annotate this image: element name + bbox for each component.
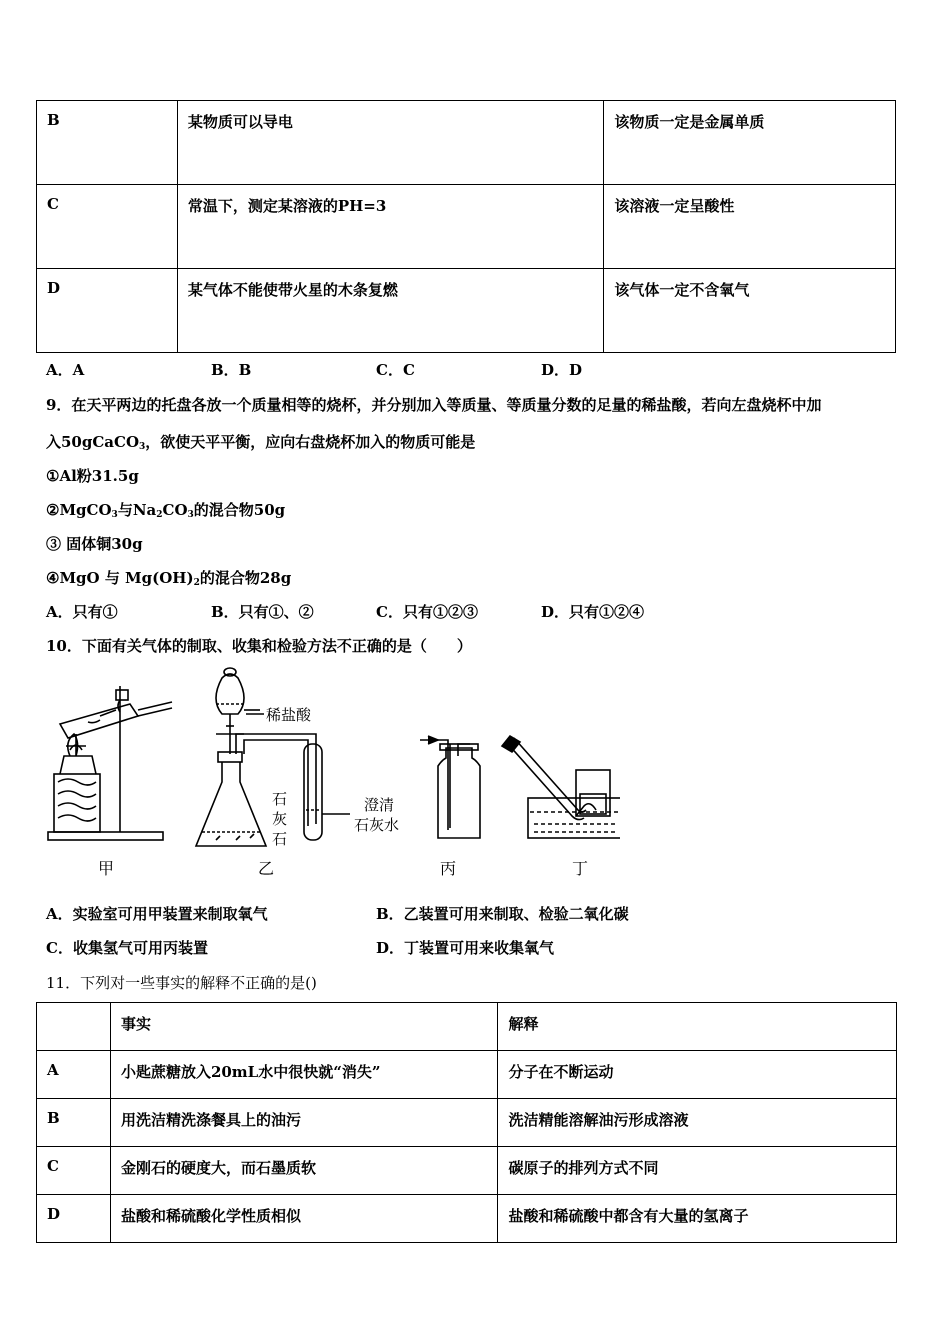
- q10-option-a[interactable]: A．实验室可用甲装置来制取氧气: [46, 905, 268, 923]
- q10-option-c[interactable]: C．收集氢气可用丙装置: [46, 939, 208, 957]
- table-row: [37, 1051, 897, 1099]
- row-explanation: 洗洁精能溶解油污形成溶液: [498, 1099, 897, 1147]
- q9-item-1: ①Al粉31.5g: [46, 467, 139, 485]
- q9-option-a[interactable]: A．只有①: [46, 603, 118, 621]
- q9-item-3: ③ 固体铜30g: [46, 535, 143, 553]
- q11-table: [36, 1002, 897, 1243]
- row-label: C: [37, 1147, 111, 1195]
- label-acid: 稀盐酸: [266, 706, 312, 724]
- q9-option-d[interactable]: D．只有①②④: [541, 603, 645, 621]
- header-fact: 事实: [110, 1003, 498, 1051]
- table-row: [37, 185, 896, 269]
- row-fact: 盐酸和稀硫酸化学性质相似: [110, 1195, 498, 1243]
- q8-option-a[interactable]: A．A: [46, 361, 85, 379]
- label-yi: 乙: [258, 859, 275, 878]
- row-fact: 常温下，测定某溶液的PH=3: [177, 185, 604, 269]
- q8-table: [36, 100, 896, 353]
- q8-option-b[interactable]: B．B: [211, 361, 252, 379]
- q9-stem-line1: 9．在天平两边的托盘各放一个质量相等的烧杯，并分别加入等质量、等质量分数的足量的稀盐酸，若向左盘烧杯中加: [46, 396, 822, 414]
- row-label: A: [37, 1051, 111, 1099]
- table-row: [37, 269, 896, 353]
- table-row: [37, 1147, 897, 1195]
- q9-option-b[interactable]: B．只有①、②: [211, 603, 314, 621]
- row-label: C: [37, 185, 178, 269]
- q9-item-2: ②MgCO$_3$与$Na_2CO_3$的混合物50g: [46, 501, 286, 520]
- q8-option-d[interactable]: D．D: [541, 361, 583, 379]
- row-label: D: [37, 269, 178, 353]
- row-fact: 用洗洁精洗涤餐具上的油污: [110, 1099, 498, 1147]
- row-explanation: 盐酸和稀硫酸中都含有大量的氢离子: [498, 1195, 897, 1243]
- apparatus-jia: [48, 686, 172, 840]
- row-fact: 某物质可以导电: [177, 101, 604, 185]
- header-label: [37, 1003, 111, 1051]
- row-explanation: 分子在不断运动: [498, 1051, 897, 1099]
- label-ding: 丁: [572, 859, 589, 878]
- row-conclusion: 该溶液一定呈酸性: [604, 185, 896, 269]
- apparatus-ding: [502, 736, 620, 838]
- label-jia: 甲: [98, 859, 115, 878]
- q10-stem: 10．下面有关气体的制取、收集和检验方法不正确的是（ ）: [46, 637, 472, 655]
- q9-item-4: ④MgO 与 $Mg(OH)_2$的混合物28g: [46, 569, 292, 588]
- label-stone-3: 石: [272, 830, 288, 848]
- q10-apparatus-figure: [40, 664, 620, 884]
- q9-option-c[interactable]: C．只有①②③: [376, 603, 478, 621]
- row-fact: 小匙蔗糖放入20mL水中很快就“消失”: [110, 1051, 498, 1099]
- label-bing: 丙: [440, 859, 457, 878]
- header-explanation: 解释: [498, 1003, 897, 1051]
- row-conclusion: 该物质一定是金属单质: [604, 101, 896, 185]
- row-conclusion: 该气体一定不含氧气: [604, 269, 896, 353]
- q10-option-b[interactable]: B．乙装置可用来制取、检验二氧化碳: [376, 905, 629, 923]
- table-row: [37, 1099, 897, 1147]
- q11-stem: 11．下列对一些事实的解释不正确的是(): [46, 974, 317, 992]
- label-stone-1: 石: [272, 790, 288, 808]
- q10-option-d[interactable]: D．丁装置可用来收集氧气: [376, 939, 555, 957]
- row-label: D: [37, 1195, 111, 1243]
- q8-option-c[interactable]: C．C: [376, 361, 415, 379]
- label-limewater-1: 澄清: [364, 796, 395, 814]
- row-label: B: [37, 1099, 111, 1147]
- row-explanation: 碳原子的排列方式不同: [498, 1147, 897, 1195]
- row-fact: 某气体不能使带火星的木条复燃: [177, 269, 604, 353]
- row-fact: 金刚石的硬度大，而石墨质软: [110, 1147, 498, 1195]
- table-header-row: [37, 1003, 897, 1051]
- q9-stem-line2: 入50gCaCO$_3$，欲使天平平衡，应向右盘烧杯加入的物质可能是: [46, 433, 476, 452]
- table-row: [37, 1195, 897, 1243]
- table-row: [37, 101, 896, 185]
- apparatus-bing: [420, 736, 480, 838]
- row-label: B: [37, 101, 178, 185]
- label-limewater-2: 石灰水: [354, 816, 400, 834]
- label-stone-2: 灰: [272, 810, 288, 828]
